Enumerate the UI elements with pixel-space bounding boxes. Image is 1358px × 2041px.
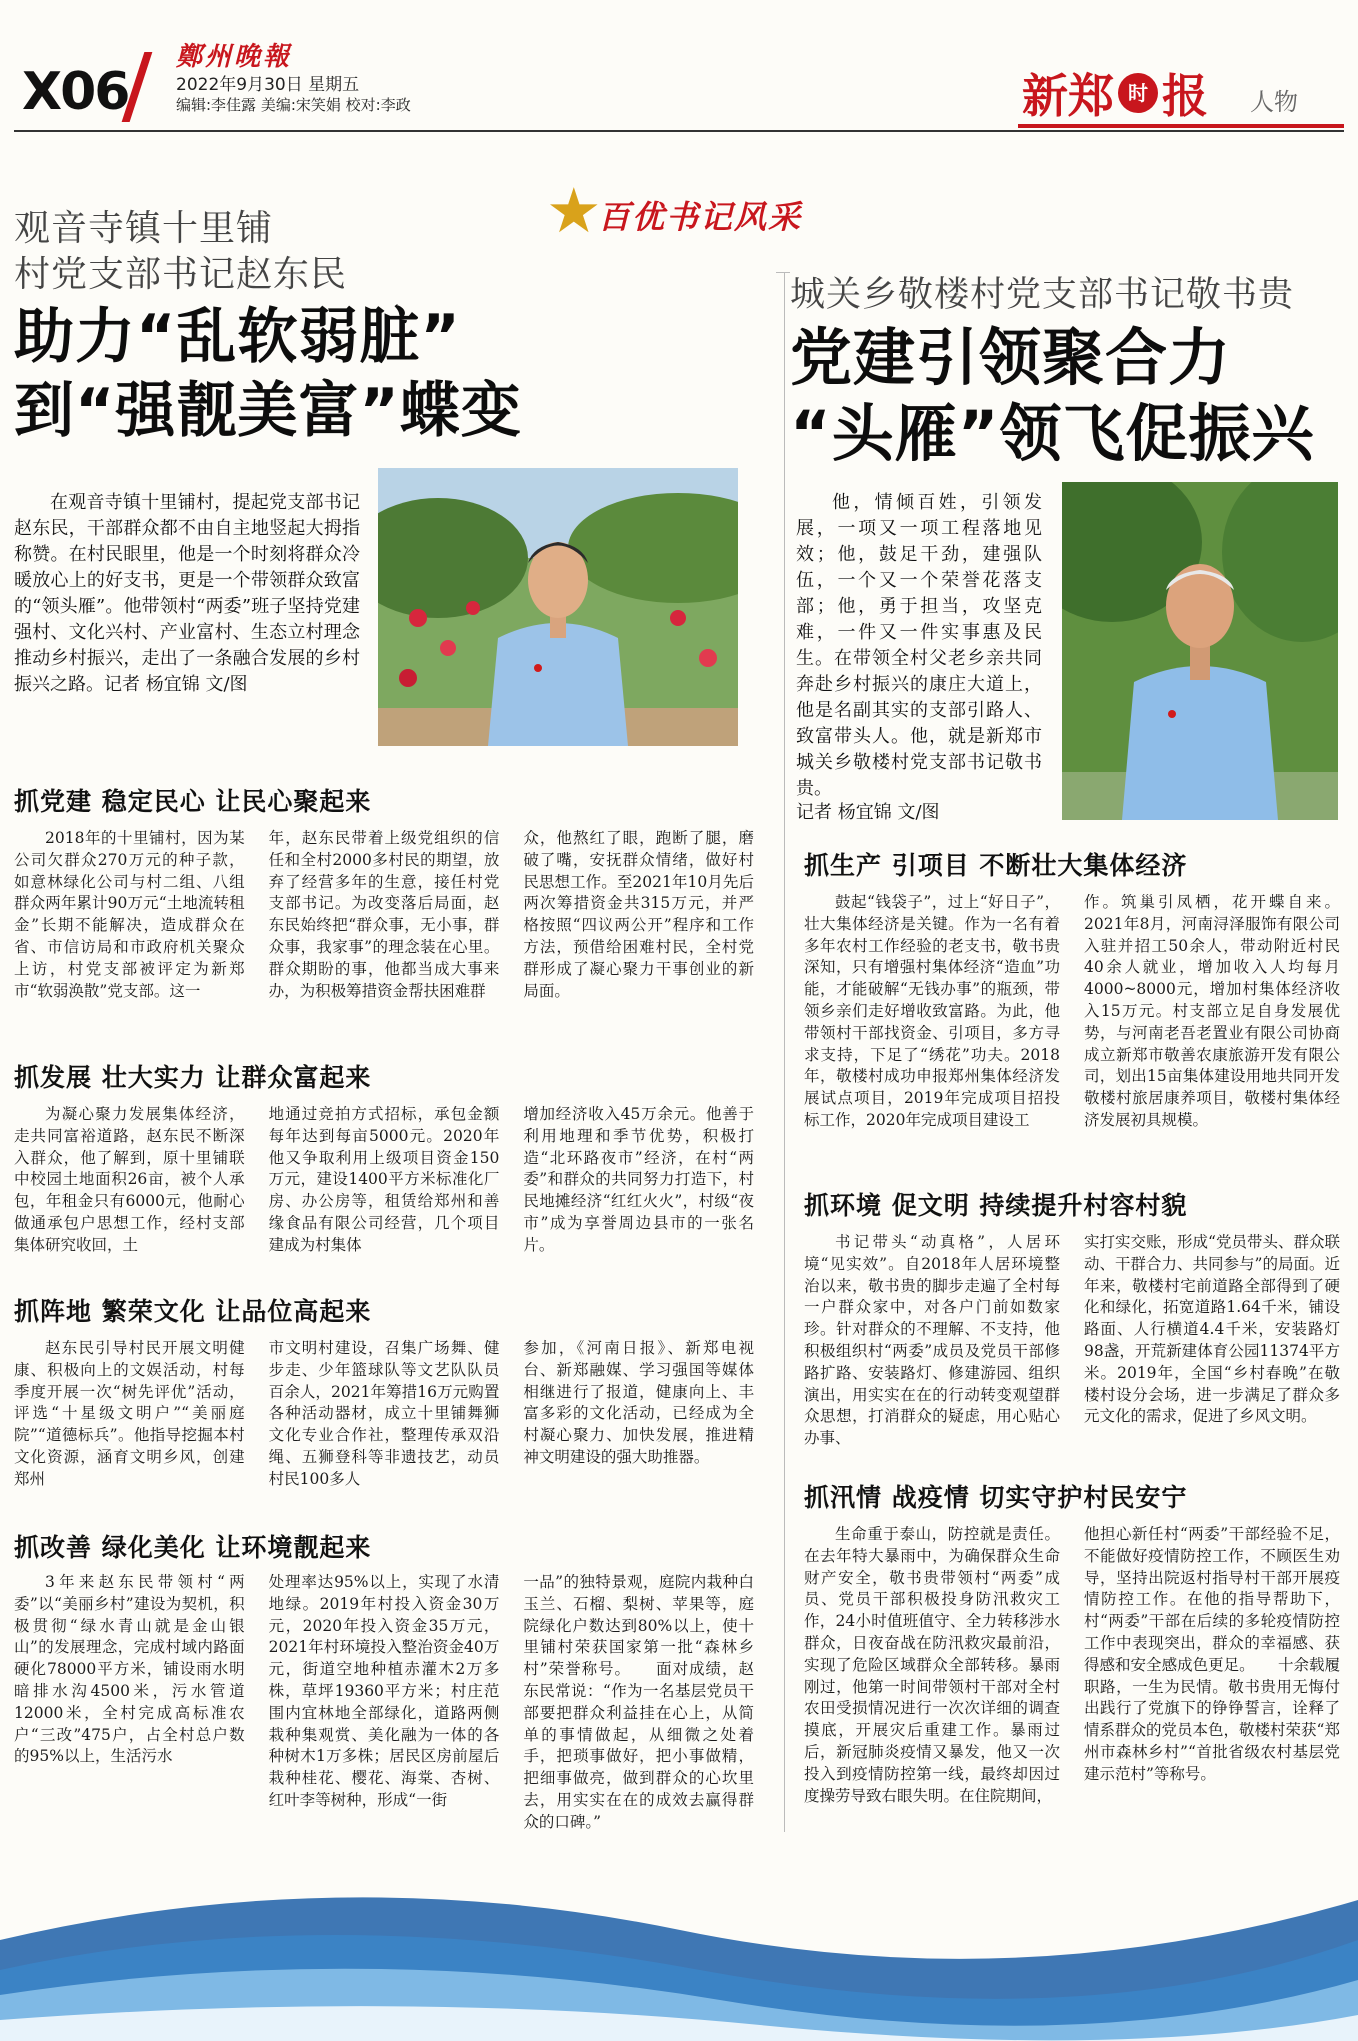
body-column: 2018年的十里铺村，因为某公司欠群众270万元的种子款，如意林绿化公司与村二组、八组群众两年累计90万元“土地流转租金”长期不能解决，造成群众在省、市信访局和市政府机关聚众上访，村党支部被评定为新郑市“软弱涣散”党支部。这一 [14, 829, 245, 1000]
left-section-heading: 抓阵地 繁荣文化 让品位高起来 [14, 1297, 372, 1326]
portrait-illustration [1062, 482, 1338, 820]
body-column: 增加经济收入45万余元。他善于利用地理和季节优势，积极打造“北环路夜市”经济，在村“两委”和群众的共同努力打造下，村民地摊经济“红红火火”，村级“夜市”成为享誉周边县市的一张名片。 [523, 1105, 754, 1254]
left-section-heading: 抓改善 绿化美化 让环境靓起来 [14, 1533, 372, 1562]
left-headline [14, 300, 522, 448]
right-section-body [804, 892, 1340, 1132]
right-section-heading: 抓环境 促文明 持续提升村容村貌 [804, 1191, 1188, 1220]
left-lead: 在观音寺镇十里铺村，提起党支部书记赵东民，干部群众都不由自主地竖起大拇指称赞。在村民眼里，他是一个时刻将群众冷暖放心上的好支书，更是一个带领群众致富的“领头雁”。他带领村“两委”班子坚持党建强村、文化兴村、产业富村、生态立村理念推动乡村振兴，走出了一条融合发展的乡村振兴之路。记者 杨宜锦 文/图 [14, 492, 360, 695]
body-column: 处理率达95%以上，实现了水清地绿。2019年村投入资金30万元，2020年投入资金35万元，2021年村环境投入整治资金40万元，街道空地种植赤灌木2万多株，草坪19360平方米；村庄范围内宜林地全部绿化，道路两侧栽种集观赏、美化融为一体的各种树木1万多株；居民区房前屋后栽种桂花、樱花、海棠、杏树、红叶李等树种，形成“一街 [268, 1573, 500, 1809]
left-section-heading: 抓党建 稳定民心 让民心聚起来 [14, 787, 372, 816]
body-column: 参加，《河南日报》、新郑电视台、新郑融媒、学习强国等媒体相继进行了报道，健康向上、丰富多彩的文化活动，已经成为全村凝心聚力、加快发展，推进精神文明建设的强大助推器。 [523, 1339, 754, 1466]
right-headline-line: “头雁”领飞促振兴 [790, 397, 1315, 470]
left-subtitle [14, 206, 347, 298]
page-number: X06 [22, 62, 129, 122]
left-portrait-photo [378, 468, 738, 746]
portrait-illustration [378, 468, 738, 746]
brand-right: 报 [1162, 69, 1208, 123]
right-lead: 他，情倾百姓，引领发展，一项又一项工程落地见效；他，鼓足干劲，建强队伍，一个又一个荣誉花落支部；他，勇于担当，攻坚克难，一件又一件实事惠及民生。在带领全村父老乡亲共同奔赴乡村振兴的康庄大道上，他是名副其实的支部引路人、致富带头人。他，就是新郑市城关乡敬楼村党支部书记敬书贵。 [796, 492, 1042, 799]
section-brand [1022, 60, 1208, 126]
brand-underline [1018, 124, 1344, 128]
body-column: 一品”的独特景观，庭院内栽种白玉兰、石榴、梨树、苹果等，庭院绿化户数达到80%以上，使十里铺村荣获国家第一批“森林乡村”荣誉称号。 面对成绩，赵东民常说：“作为一名基层党员干部要把群众利益挂在心上，从简单的事情做起，从细微之处着手，把琐事做好，把小事做精，把细事做亮，做到群众的心坎里去，用实实在在的成效去赢得群众的口碑。” [523, 1573, 754, 1831]
star-icon: ★ [546, 174, 602, 247]
left-section-heading: 抓发展 壮大实力 让群众富起来 [14, 1063, 372, 1092]
right-portrait-photo [1062, 482, 1338, 820]
body-column: 作。筑巢引凤栖，花开蝶自来。2021年8月，河南浔泽服饰有限公司入驻并招工50余人，带动附近村民40余人就业，增加收入人均每月4000~8000元，增加村集体经济收入15万元。村支部立足自身发展优势，与河南老吾老置业有限公司协商成立新郑市敬善农康旅游开发有限公司，划出15亩集体建设用地共同开发敬楼村旅居康养项目，敬楼村集体经济发展初具规模。 [1084, 893, 1340, 1129]
column-badge [540, 174, 840, 248]
right-section-body [804, 1232, 1340, 1450]
staff-line: 编辑:李佳露 美编:宋笑娟 校对:李政 [176, 96, 411, 114]
paper-name: 鄭州晚報 [176, 42, 293, 72]
left-subtitle-line: 观音寺镇十里铺 [14, 208, 274, 249]
right-headline-line: 党建引领聚合力 [790, 321, 1232, 394]
left-headline-line: 助力“乱软弱脏” [14, 302, 461, 372]
right-subtitle: 城关乡敬楼村党支部书记敬书贵 [790, 275, 1295, 315]
brand-dot: 时 [1118, 73, 1158, 113]
body-column: 市文明村建设，召集广场舞、健步走、少年篮球队等文艺队队员百余人，2021年筹措16万元购置各种活动器材，成立十里铺舞狮文化专业合作社，整理传承双沿绳、五狮登科等非遗技艺，动员村民100多人 [268, 1339, 500, 1488]
body-column: 地通过竞拍方式招标，承包金额每年达到每亩5000元。2020年他又争取利用上级项目资金150万元，建设1400平方米标准化厂房、办公房等，租赁给郑州和善缘食品有限公司经营，几个项目建成为村集体 [268, 1105, 500, 1254]
body-column: 赵东民引导村民开展文明健康、积极向上的文娱活动，村每季度开展一次“树先评优”活动，评选“十星级文明户”“美丽庭院”“道德标兵”。他指导挖掘本村文化资源，涵育文明乡风，创建郑州 [14, 1339, 245, 1488]
left-section-body [14, 1572, 754, 1834]
left-section-body [14, 1338, 754, 1491]
right-byline: 记者 杨宜锦 文/图 [796, 802, 940, 823]
left-subtitle-line: 村党支部书记赵东民 [14, 254, 348, 295]
body-column: 鼓起“钱袋子”，过上“好日子”，壮大集体经济是关键。作为一名有着多年农村工作经验的老支书，敬书贵深知，只有增强村集体经济“造血”功能，才能破解“无钱办事”的瓶颈，带领乡亲们走好增收致富路。为此，他带领村干部找资金、引项目，多方寻求支持，下足了“绣花”功夫。2018年，敬楼村成功申报郑州集体经济发展试点项目，2019年完成项目招投标工作，2020年完成项目建设工 [804, 893, 1060, 1129]
right-section-heading: 抓生产 引项目 不断壮大集体经济 [804, 851, 1188, 880]
right-section-body [804, 1524, 1340, 1807]
footer-wave-decoration [0, 1820, 1358, 2041]
brand-left: 新郑 [1022, 69, 1114, 123]
badge-label: 百优书记风采 [598, 198, 803, 236]
body-column: 书记带头“动真格”，人居环境“见实效”。自2018年人居环境整治以来，敬书贵的脚步走遍了全村每一户群众家中，对各户门前如数家珍。针对群众的不理解、不支持，他积极组织村“两委”成员及党员干部修路扩路、安装路灯、修建游园、组织演出，用实实在在的行动转变观望群众思想，打消群众的疑虑，用心贴心办事、 [804, 1233, 1060, 1448]
right-section-heading: 抓汛情 战疫情 切实守护村民安宁 [804, 1483, 1188, 1512]
right-headline [790, 320, 1315, 472]
section-label: 人物 [1250, 88, 1298, 116]
body-column: 生命重于泰山，防控就是责任。在去年特大暴雨中，为确保群众生命财产安全，敬书贵带领村“两委”成员、党员干部积极投身防汛救灾工作，24小时值班值守、全力转移涉水群众，日夜奋战在防汛救灾最前沿，实现了危险区域群众全部转移。暴雨刚过，他第一时间带领村干部对全村农田受损情况进行一次次详细的调查摸底，开展灾后重建工作。暴雨过后，新冠肺炎疫情又暴发，他又一次投入到疫情防控第一线，最终却因过度操劳导致右眼失明。在住院期间， [804, 1525, 1060, 1805]
body-column: 众，他熬红了眼，跑断了腿，磨破了嘴，安抚群众情绪，做好村民思想工作。至2021年10月先后两次筹措资金共315万元，并严格按照“四议两公开”程序和工作方法，预借给困难村民，全村党群形成了凝心聚力干事创业的新局面。 [523, 829, 754, 1000]
left-section-body [14, 1104, 754, 1257]
left-headline-line: 到“强靓美富”蝶变 [14, 376, 522, 446]
body-column: 为凝心聚力发展集体经济，走共同富裕道路，赵东民不断深入群众，他了解到，原十里铺联中校园土地面积26亩，被个人承包，年租金只有6000元，他耐心做通承包户思想工作，经村支部集体研究收回，土 [14, 1105, 245, 1254]
date-line: 2022年9月30日 星期五 [176, 75, 360, 95]
body-column: 他担心新任村“两委”干部经验不足，不能做好疫情防控工作，不顾医生劝导，坚持出院返村指导村干部开展疫情防控工作。在他的指导帮助下，村“两委”干部在后续的多轮疫情防控工作中表现突出，群众的幸福感、获得感和安全感成色更足。 十余载履职路，一生为民情。敬书贵用无悔付出践行了党旗下的铮铮誓言，诠释了情系群众的党员本色，敬楼村荣获“郑州市森林乡村”“首批省级农村基层党建示范村”等称号。 [1084, 1525, 1340, 1783]
body-column: 实打实交账，形成“党员带头、群众联动、干群合力、共同参与”的局面。近年来，敬楼村宅前道路全部得到了硬化和绿化，拓宽道路1.64千米，铺设路面、人行横道4.4千米，安装路灯98盏，开荒新建体育公园11374平方米。2019年，全国“乡村春晚”在敬楼村设分会场，进一步满足了群众多元文化的需求，促进了乡风文明。 [1084, 1233, 1340, 1426]
body-column: 年，赵东民带着上级党组织的信任和全村2000多村民的期望，放弃了经营多年的生意，接任村党支部书记。为改变落后局面，赵东民始终把“群众事，无小事，群众事，我家事”的理念装在心里。群众期盼的事，他都当成大事来办，为积极筹措资金帮扶困难群 [268, 829, 500, 1000]
body-column: 3年来赵东民带领村“两委”以“美丽乡村”建设为契机，积极贯彻“绿水青山就是金山银山”的发展理念，完成村域内路面硬化78000平方米，铺设雨水明暗排水沟4500米，污水管道12000米，全村完成高标准农户“三改”475户，占全村总户数的95%以上，生活污水 [14, 1573, 245, 1766]
left-section-body [14, 828, 754, 1002]
divider-tick [776, 272, 790, 273]
column-divider [784, 272, 785, 1832]
header-rule [14, 130, 1344, 132]
